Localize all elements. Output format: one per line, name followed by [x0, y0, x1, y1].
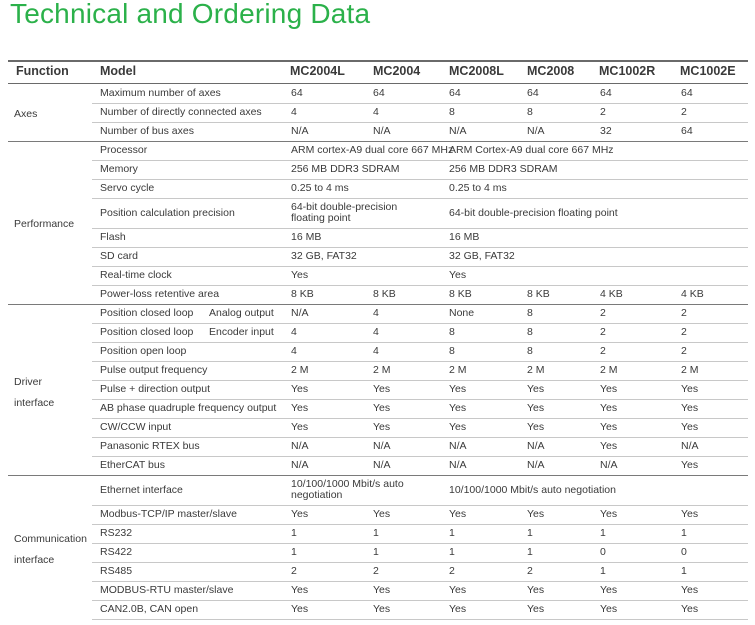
cell-value: 8 KB	[373, 288, 396, 300]
cell-value-merged-a: 16 MB	[291, 231, 322, 243]
row-label: Memory	[100, 163, 138, 175]
cell-value: 4	[373, 106, 379, 118]
cell-value: Yes	[373, 421, 391, 433]
row-label: Position closed loop	[100, 307, 194, 319]
cell-value: 1	[527, 546, 533, 558]
cell-value: 0	[600, 546, 606, 558]
row-label: RS232	[100, 527, 133, 539]
cell-value: Yes	[373, 603, 391, 615]
cell-value: 64	[600, 87, 612, 99]
cell-value: N/A	[681, 440, 699, 452]
cell-value: 2	[600, 345, 606, 357]
row-label: Processor	[100, 144, 148, 156]
cell-value-merged-b: 16 MB	[449, 231, 480, 243]
cell-value: Yes	[291, 421, 309, 433]
header-function: Function	[16, 64, 69, 78]
row-label: Maximum number of axes	[100, 87, 221, 99]
cell-value: Yes	[681, 402, 699, 414]
cell-value: 4 KB	[681, 288, 704, 300]
group-axes: Axes	[14, 108, 38, 120]
table-row	[92, 343, 748, 362]
cell-value-merged-b: 64-bit double-precision floating point	[449, 207, 618, 219]
cell-value: Yes	[681, 603, 699, 615]
cell-value: Yes	[449, 603, 467, 615]
row-label: Position closed loop	[100, 326, 194, 338]
cell-value: Yes	[291, 584, 309, 596]
group-driver-line1: Driver	[14, 376, 42, 388]
cell-value: 2	[681, 345, 687, 357]
cell-value: N/A	[291, 125, 309, 137]
row-label: Ethernet interface	[100, 484, 183, 496]
row-label: Pulse + direction output	[100, 383, 211, 395]
cell-value: N/A	[291, 459, 309, 471]
cell-value: N/A	[449, 440, 467, 452]
cell-value: Yes	[600, 440, 618, 452]
cell-value-merged-b: Yes	[449, 269, 467, 281]
table-row	[92, 457, 748, 476]
cell-value: 2	[600, 106, 606, 118]
cell-value: Yes	[681, 383, 699, 395]
cell-value: N/A	[373, 440, 391, 452]
row-label: Number of bus axes	[100, 125, 194, 137]
cell-value: N/A	[291, 440, 309, 452]
cell-value-merged-a: 64-bit double-precision floating point	[291, 201, 398, 224]
cell-value-merged-a: 32 GB, FAT32	[291, 250, 357, 262]
cell-value-merged-b: 256 MB DDR3 SDRAM	[449, 163, 558, 175]
cell-value: Yes	[527, 383, 545, 395]
cell-value: 8 KB	[527, 288, 550, 300]
cell-value: 4	[373, 307, 379, 319]
cell-value: None	[449, 307, 475, 319]
cell-value: N/A	[527, 459, 545, 471]
header-mc1002e: MC1002E	[680, 64, 736, 78]
row-label: CAN2.0B, CAN open	[100, 603, 199, 615]
cell-value-merged-b: 32 GB, FAT32	[449, 250, 515, 262]
cell-value: Yes	[373, 508, 391, 520]
cell-value-merged-b: 10/100/1000 Mbit/s auto negotiation	[449, 484, 616, 496]
table-row	[92, 476, 748, 506]
cell-value-merged-a: 10/100/1000 Mbit/s auto negotiation	[291, 478, 404, 501]
cell-value: 8	[527, 326, 533, 338]
cell-value-merged-a: Yes	[291, 269, 309, 281]
header-mc2004: MC2004	[373, 64, 421, 78]
row-label: AB phase quadruple frequency output	[100, 402, 277, 414]
cell-value: Yes	[681, 421, 699, 433]
cell-value: 1	[291, 527, 297, 539]
cell-value: N/A	[291, 307, 309, 319]
cell-value: 2 M	[600, 364, 618, 376]
cell-value: 2	[291, 565, 297, 577]
cell-value: N/A	[449, 125, 467, 137]
row-label: Flash	[100, 231, 126, 243]
header-mc2004l: MC2004L	[290, 64, 345, 78]
row-label: RS485	[100, 565, 133, 577]
cell-value: Yes	[449, 421, 467, 433]
cell-value: Yes	[600, 402, 618, 414]
cell-value: Yes	[449, 508, 467, 520]
row-label: CW/CCW input	[100, 421, 172, 433]
cell-value: 0	[681, 546, 687, 558]
cell-value: 2 M	[373, 364, 391, 376]
cell-value: 1	[291, 546, 297, 558]
cell-value: 2	[449, 565, 455, 577]
cell-value: 8	[449, 345, 455, 357]
cell-value: 2 M	[291, 364, 309, 376]
row-label: MODBUS-RTU master/slave	[100, 584, 234, 596]
cell-value: Yes	[527, 584, 545, 596]
cell-value: Yes	[449, 402, 467, 414]
cell-value: 8 KB	[449, 288, 472, 300]
cell-value: Yes	[449, 383, 467, 395]
cell-value-merged-a: 256 MB DDR3 SDRAM	[291, 163, 400, 175]
header-mc2008: MC2008	[527, 64, 575, 78]
header-mc2008l: MC2008L	[449, 64, 504, 78]
cell-value: 8	[449, 326, 455, 338]
header-rule	[8, 83, 748, 84]
row-label: Power-loss retentive area	[100, 288, 220, 300]
cell-value: 1	[600, 565, 606, 577]
cell-value: Yes	[600, 603, 618, 615]
cell-value: 2	[681, 326, 687, 338]
row-sublabel: Analog output	[209, 307, 274, 319]
cell-value: 32	[600, 125, 612, 137]
cell-value: 8	[527, 307, 533, 319]
cell-value-merged-a: 0.25 to 4 ms	[291, 182, 349, 194]
header-model: Model	[100, 64, 137, 78]
cell-value: Yes	[600, 584, 618, 596]
row-label: Number of directly connected axes	[100, 106, 262, 118]
cell-value: 64	[373, 87, 385, 99]
cell-value: Yes	[527, 402, 545, 414]
header-mc1002r: MC1002R	[599, 64, 656, 78]
cell-value: 1	[681, 527, 687, 539]
cell-value: 1	[373, 527, 379, 539]
cell-value: 64	[681, 87, 693, 99]
cell-value: 1	[373, 546, 379, 558]
cell-value: Yes	[291, 402, 309, 414]
cell-value: 4	[291, 326, 297, 338]
cell-value: N/A	[527, 440, 545, 452]
cell-value: Yes	[681, 584, 699, 596]
cell-value: Yes	[600, 421, 618, 433]
row-label: Modbus-TCP/IP master/slave	[100, 508, 237, 520]
cell-value: 2	[681, 106, 687, 118]
cell-value: 1	[449, 527, 455, 539]
row-label: Position open loop	[100, 345, 187, 357]
row-label: Pulse output frequency	[100, 364, 208, 376]
cell-value: 8 KB	[291, 288, 314, 300]
row-label: SD card	[100, 250, 138, 262]
cell-value: 4	[373, 345, 379, 357]
cell-value: Yes	[291, 603, 309, 615]
row-label: EtherCAT bus	[100, 459, 165, 471]
cell-value: Yes	[291, 508, 309, 520]
cell-value-merged-b: 0.25 to 4 ms	[449, 182, 507, 194]
cell-value: 2	[600, 307, 606, 319]
cell-value: 2 M	[527, 364, 545, 376]
row-label: Panasonic RTEX bus	[100, 440, 200, 452]
cell-value-merged-b: ARM Cortex-A9 dual core 667 MHz	[449, 144, 614, 156]
cell-value: 4	[291, 106, 297, 118]
cell-value: Yes	[373, 383, 391, 395]
row-label: Servo cycle	[100, 182, 155, 194]
cell-value: Yes	[681, 459, 699, 471]
table-row	[92, 544, 748, 563]
cell-value: 2	[373, 565, 379, 577]
cell-value: 1	[681, 565, 687, 577]
cell-value: N/A	[527, 125, 545, 137]
row-sublabel: Encoder input	[209, 326, 274, 338]
cell-value: 2 M	[449, 364, 467, 376]
cell-value: 2 M	[681, 364, 699, 376]
cell-value: 2	[681, 307, 687, 319]
cell-value: 64	[449, 87, 461, 99]
cell-value: 64	[681, 125, 693, 137]
cell-value: Yes	[373, 584, 391, 596]
cell-value: 2	[600, 326, 606, 338]
cell-value: 4	[373, 326, 379, 338]
cell-value: 8	[527, 106, 533, 118]
group-driver-line2: interface	[14, 397, 55, 409]
cell-value: Yes	[449, 584, 467, 596]
cell-value: Yes	[527, 603, 545, 615]
cell-value: 1	[449, 546, 455, 558]
cell-value: Yes	[527, 421, 545, 433]
group-communication-line2: interface	[14, 554, 55, 566]
cell-value-merged-a: ARM cortex-A9 dual core 667 MHz	[291, 144, 454, 156]
cell-value: Yes	[373, 402, 391, 414]
cell-value: Yes	[527, 508, 545, 520]
cell-value: Yes	[291, 383, 309, 395]
cell-value: Yes	[681, 508, 699, 520]
row-label: Real-time clock	[100, 269, 172, 281]
cell-value: 8	[527, 345, 533, 357]
cell-value: 1	[600, 527, 606, 539]
cell-value: Yes	[600, 383, 618, 395]
top-rule	[8, 60, 748, 62]
row-label: RS422	[100, 546, 133, 558]
group-performance: Performance	[14, 218, 75, 230]
cell-value: N/A	[373, 459, 391, 471]
cell-value: 4 KB	[600, 288, 623, 300]
page-title: Technical and Ordering Data	[10, 0, 371, 29]
cell-value: N/A	[600, 459, 618, 471]
cell-value: N/A	[449, 459, 467, 471]
table-row	[92, 563, 748, 582]
cell-value: 8	[449, 106, 455, 118]
cell-value: 2	[527, 565, 533, 577]
cell-value: 64	[291, 87, 303, 99]
table-row	[92, 419, 748, 438]
cell-value: N/A	[373, 125, 391, 137]
cell-value: Yes	[600, 508, 618, 520]
cell-value: 1	[527, 527, 533, 539]
cell-value: 4	[291, 345, 297, 357]
table-row	[92, 525, 748, 544]
group-communication-line1: Communication	[14, 533, 87, 545]
row-label: Position calculation precision	[100, 207, 235, 219]
cell-value: 64	[527, 87, 539, 99]
